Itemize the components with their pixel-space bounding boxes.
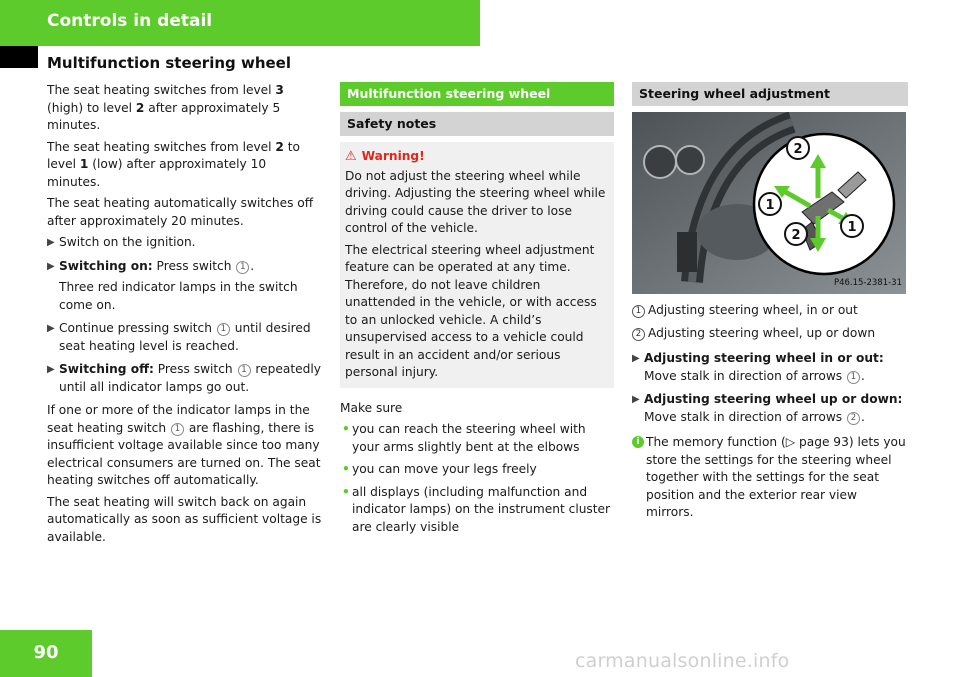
- instruction-step: ▶ Continue pressing switch 1 until desired seat heating level is reached.: [47, 321, 311, 353]
- paragraph: The seat heating switches from level 2 to level 1 (low) after approximately 10 minutes.: [47, 139, 301, 189]
- callout-number-icon: 1: [171, 423, 184, 436]
- figure-callout-label: 2: [793, 142, 803, 157]
- watermark: carmanualsonline.info: [575, 650, 790, 672]
- instruction-step: ▶ Switch on the ignition.: [47, 234, 323, 252]
- list-item: • all displays (including malfunction and indicator lamps) on the instrument cluster are clearly visible: [342, 484, 611, 534]
- paragraph: The seat heating switches from level 3 (high) to level 2 after approximately 5 minutes.: [47, 83, 284, 132]
- callout-number-icon: 2: [632, 328, 645, 341]
- warning-text: The electrical steering wheel adjustment feature can be operated at any time. Therefore, do not leave children unattended in the vehicle, or with access to an unlocked vehicle. A child’s unsupervised access to a vehicle could result in an accident and/or serious personal injury.: [345, 242, 597, 379]
- paragraph: The seat heating will switch back on again automatically as soon as sufficient voltage is available.: [47, 494, 322, 544]
- legend-item: 2 Adjusting steering wheel, up or down: [632, 325, 908, 343]
- warning-text: Do not adjust the steering wheel while driving. Adjusting the steering wheel while driving could cause the driver to lose control of the vehicle.: [345, 168, 606, 235]
- page-section-title: Multifunction steering wheel: [47, 54, 291, 72]
- warning-title: ⚠ Warning!: [345, 149, 425, 164]
- step-arrow-icon: ▶: [632, 353, 640, 364]
- legend-item: 1 Adjusting steering wheel, in or out: [632, 302, 908, 320]
- paragraph: Make sure: [340, 400, 403, 415]
- callout-number-icon: 1: [217, 323, 230, 336]
- figure-callout-label: 1: [765, 198, 775, 213]
- section-heading-bar: Steering wheel adjustment: [632, 82, 908, 106]
- figure-code: P46.15-2381-31: [833, 277, 902, 288]
- steering-wheel-figure: [632, 112, 906, 294]
- step-arrow-icon: ▶: [47, 364, 55, 375]
- warning-box: [340, 142, 614, 388]
- bullet-icon: •: [342, 422, 350, 436]
- steering-wheel-illustration: [632, 112, 906, 294]
- bullet-icon: •: [342, 484, 350, 499]
- list-item: • you can move your legs freely: [340, 461, 614, 479]
- instruction-step: ▶ Switching on: Press switch 1 . Three red indicator lamps in the switch come on.: [47, 258, 298, 312]
- figure-callout-label: 2: [791, 228, 801, 243]
- step-arrow-icon: ▶: [47, 323, 55, 334]
- callout-number-icon: 1: [238, 364, 251, 377]
- paragraph: The seat heating automatically switches off after approximately 20 minutes.: [47, 196, 314, 228]
- step-arrow-icon: ▶: [47, 260, 55, 272]
- bullet-icon: •: [342, 462, 350, 476]
- callout-number-icon: 1: [847, 371, 860, 384]
- instruction-step: ▶ Adjusting steering wheel up or down: Move stalk in direction of arrows 2 .: [632, 392, 903, 424]
- warning-triangle-icon: ⚠: [345, 149, 357, 164]
- callout-number-icon: 1: [236, 261, 249, 274]
- page-number-box: [0, 630, 92, 677]
- subsection-heading-bar: Safety notes: [340, 112, 614, 136]
- instruction-step: ▶ Switching off: Press switch 1 repeatedly until all indicator lamps go out.: [47, 362, 321, 394]
- info-note: i The memory function (▷ page 93) lets you store the settings for the steering wheel together with the settings for the seat position and the exterior rear view mirrors.: [632, 434, 908, 522]
- list-item: • you can reach the steering wheel with your arms slightly bent at the elbows: [342, 422, 586, 454]
- section-heading-bar: Multifunction steering wheel: [340, 82, 614, 106]
- step-arrow-icon: ▶: [47, 237, 55, 248]
- info-icon: i: [632, 436, 644, 448]
- column-right: [632, 82, 908, 522]
- column-left: [47, 82, 323, 550]
- paragraph: If one or more of the indicator lamps in the seat heating switch 1 are flashing, there is insufficient voltage available since too many electrical consumers are turned on. The seat heating switches off automatically.: [47, 403, 321, 487]
- chapter-title: Controls in detail: [47, 11, 213, 31]
- callout-number-icon: 1: [632, 305, 645, 318]
- page-number: 90: [33, 642, 59, 663]
- instruction-step: ▶ Adjusting steering wheel in or out: Move stalk in direction of arrows 1 .: [632, 351, 884, 383]
- step-arrow-icon: ▶: [632, 394, 640, 405]
- callout-number-icon: 2: [847, 412, 860, 425]
- section-tab-marker: [0, 46, 38, 68]
- figure-callout-label: 1: [847, 220, 857, 235]
- column-middle: [340, 82, 614, 541]
